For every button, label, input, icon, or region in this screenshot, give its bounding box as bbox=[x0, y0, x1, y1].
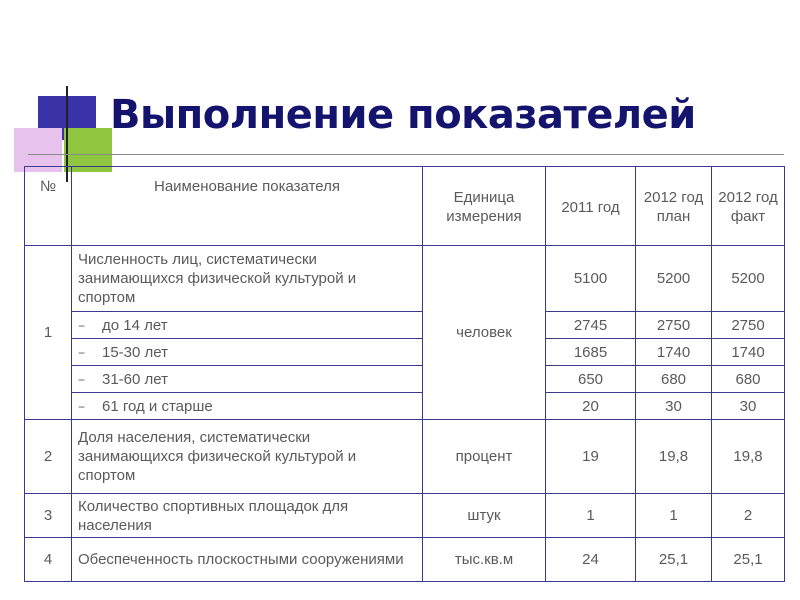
cell-2011: 5100 bbox=[546, 246, 636, 312]
header-2012-plan: 2012 год план bbox=[636, 167, 712, 246]
cell-2012-fact: 1740 bbox=[712, 339, 785, 366]
cell-2012-fact: 2 bbox=[712, 494, 785, 538]
cell-2011: 19 bbox=[546, 420, 636, 494]
subrow-label: 15-30 лет bbox=[102, 343, 168, 361]
subrow-label: 31-60 лет bbox=[102, 370, 168, 388]
row-unit: человек bbox=[423, 246, 546, 420]
cell-2011: 2745 bbox=[546, 312, 636, 339]
row-unit: тыс.кв.м bbox=[423, 538, 546, 582]
cell-2012-plan: 19,8 bbox=[636, 420, 712, 494]
cell-2012-fact: 2750 bbox=[712, 312, 785, 339]
cell-2012-plan: 680 bbox=[636, 366, 712, 393]
row-num: 3 bbox=[25, 494, 72, 538]
indicators-table bbox=[24, 166, 785, 582]
cell-2012-fact: 680 bbox=[712, 366, 785, 393]
dash-marker: − bbox=[78, 372, 86, 387]
table-row bbox=[25, 494, 785, 538]
subrow-name bbox=[72, 393, 423, 420]
table-subrow bbox=[25, 366, 785, 393]
row-name: Доля населения, систематически занимающихся физической культурой и спортом bbox=[72, 420, 423, 494]
cell-2012-plan: 5200 bbox=[636, 246, 712, 312]
subrow-name bbox=[72, 339, 423, 366]
cell-2012-plan: 25,1 bbox=[636, 538, 712, 582]
cell-2011: 1 bbox=[546, 494, 636, 538]
row-name: Обеспеченность плоскостными сооружениями bbox=[72, 538, 423, 582]
dash-marker: − bbox=[78, 318, 86, 333]
cell-2012-fact: 19,8 bbox=[712, 420, 785, 494]
row-name: Численность лиц, систематически занимающихся физической культурой и спортом bbox=[72, 246, 423, 312]
subrow-name bbox=[72, 366, 423, 393]
cell-2011: 20 bbox=[546, 393, 636, 420]
cell-2011: 24 bbox=[546, 538, 636, 582]
subrow-label: 61 год и старше bbox=[102, 397, 213, 415]
row-name: Количество спортивных площадок для населения bbox=[72, 494, 423, 538]
table-row bbox=[25, 420, 785, 494]
cell-2012-fact: 5200 bbox=[712, 246, 785, 312]
row-unit: процент bbox=[423, 420, 546, 494]
row-num: 1 bbox=[25, 246, 72, 420]
dash-marker: − bbox=[78, 399, 86, 414]
cell-2012-plan: 2750 bbox=[636, 312, 712, 339]
table-subrow bbox=[25, 312, 785, 339]
row-unit: штук bbox=[423, 494, 546, 538]
subrow-name bbox=[72, 312, 423, 339]
header-name: Наименование показателя bbox=[72, 167, 423, 246]
cell-2012-plan: 1 bbox=[636, 494, 712, 538]
header-num: № bbox=[25, 167, 72, 246]
cell-2012-fact: 25,1 bbox=[712, 538, 785, 582]
table-subrow bbox=[25, 339, 785, 366]
subrow-label: до 14 лет bbox=[102, 316, 168, 334]
cell-2012-fact: 30 bbox=[712, 393, 785, 420]
dash-marker: − bbox=[78, 345, 86, 360]
table-subrow bbox=[25, 393, 785, 420]
table-header-row bbox=[25, 167, 785, 246]
slide-title: Выполнение показателей bbox=[110, 92, 696, 138]
cell-2011: 1685 bbox=[546, 339, 636, 366]
row-num: 4 bbox=[25, 538, 72, 582]
table-row bbox=[25, 246, 785, 312]
table-row bbox=[25, 538, 785, 582]
header-2011: 2011 год bbox=[546, 167, 636, 246]
cell-2012-plan: 1740 bbox=[636, 339, 712, 366]
row-num: 2 bbox=[25, 420, 72, 494]
decor-horizontal-line bbox=[28, 154, 784, 155]
cell-2012-plan: 30 bbox=[636, 393, 712, 420]
header-unit: Единица измерения bbox=[423, 167, 546, 246]
header-2012-fact: 2012 год факт bbox=[712, 167, 785, 246]
cell-2011: 650 bbox=[546, 366, 636, 393]
